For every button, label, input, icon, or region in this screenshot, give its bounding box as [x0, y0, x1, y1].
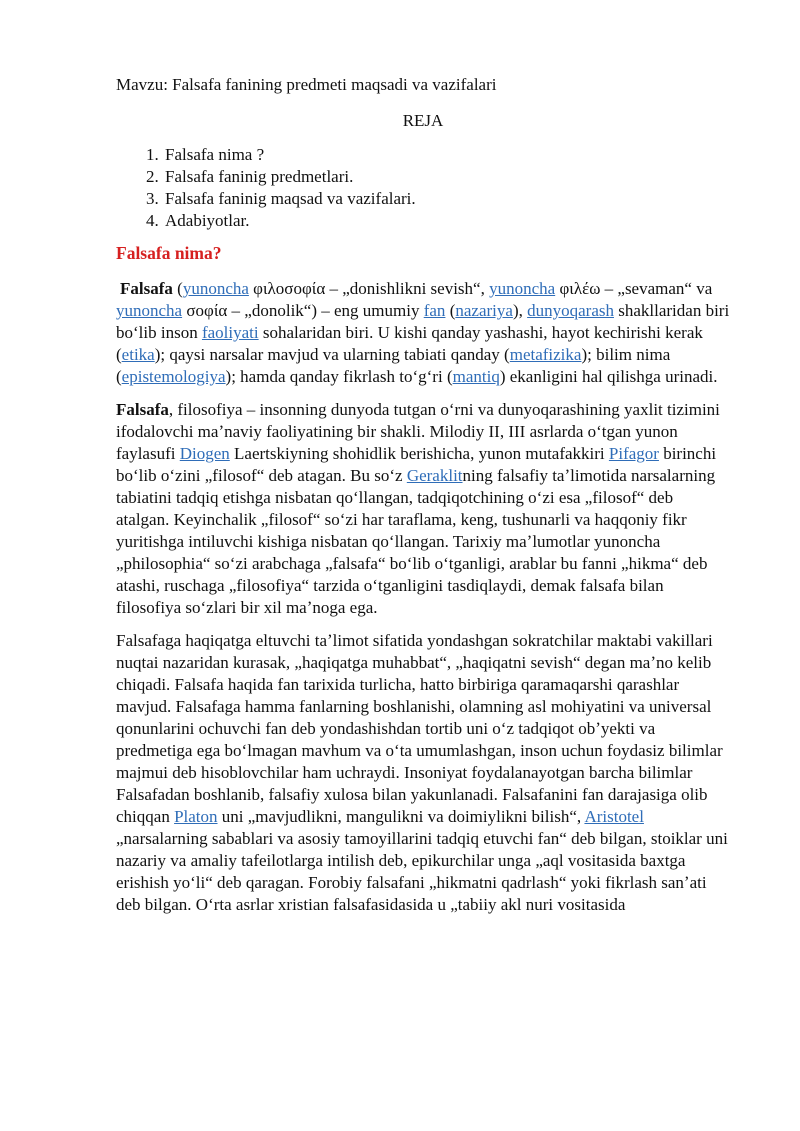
wiki-link[interactable]: nazariya — [455, 301, 513, 320]
text-run: ); qaysi narsalar mavjud va ularning tabiati qanday ( — [154, 345, 510, 364]
text-run: φιλέω – „sevaman“ va — [555, 279, 713, 298]
text-run: φιλοσοφία – „donishlikni sevish“, — [248, 279, 490, 298]
topic-line: Mavzu: Falsafa fanining predmeti maqsadi va vazifalari — [116, 75, 497, 94]
text-run: ); hamda qanday fikrlash toʻgʻri ( — [225, 367, 453, 386]
wiki-link[interactable]: mantiq — [452, 367, 500, 386]
text-run: ) ekanligini hal qilishga urinadi. — [499, 367, 718, 386]
wiki-link[interactable]: etika — [121, 345, 155, 364]
text-run: sohalaridan biri. U kishi qanday yashashi, hayot kechirishi kerak ( — [116, 323, 703, 364]
wiki-link[interactable]: Aristotel — [584, 807, 644, 826]
wiki-link[interactable]: yunoncha — [489, 279, 556, 298]
text-run: σοφία – „donolik“) – eng umumiy — [182, 301, 424, 320]
wiki-link[interactable]: Diogen — [179, 444, 230, 463]
text-run: ( — [172, 279, 183, 298]
plan-list — [116, 144, 730, 232]
wiki-link[interactable]: epistemologiya — [121, 367, 226, 386]
section-heading: Falsafa nima? — [116, 243, 222, 263]
wiki-link[interactable]: metafizika — [509, 345, 582, 364]
text-run: uni „mavjudlikni, mangulikni va doimiylikni bilish“, — [217, 807, 585, 826]
bold-term: Falsafa — [120, 279, 173, 298]
wiki-link[interactable]: dunyoqarash — [527, 301, 614, 320]
text-run: Laertskiyning shohidlik berishicha, yunon mutafakkiri — [229, 444, 609, 463]
plan-item: 4. Adabiyotlar. — [163, 210, 730, 232]
text-run: , filosofiya – insonning dunyoda tutgan oʻrni va dunyoqarashining yaxlit tizimini ifodalovchi maʼnaviy faoliyatining bir shakli. Milodiy II, III asrlarda oʻtgan yunon faylasufi — [116, 400, 720, 463]
wiki-link[interactable]: yunoncha — [182, 279, 249, 298]
plan-item: 1. Falsafa nima ? — [163, 144, 730, 166]
paragraph-views — [116, 630, 730, 916]
paragraph-definition — [116, 278, 730, 388]
text-run: „narsalarning sabablari va asosiy tamoyillarini tadqiq etuvchi fan“ deb bilgan, stoiklar uni nazariy va amaliy tafeilotlarga intilish deb, epikurchilar unga „aql vositasida baxtga erishish yoʻli“ deb qaragan. Forobiy falsafani „hikmatni qadrlash“ yoki fikrlash sanʼati deb bilgan. Oʻrta asrlar xristian falsafasidasida u „tabiiy akl nuri vositasida — [116, 829, 728, 914]
text-run: ); bilim nima ( — [116, 345, 671, 386]
wiki-link[interactable]: fan — [423, 301, 446, 320]
text-run: Falsafaga haqiqatga eltuvchi taʼlimot sifatida yondashgan sokratchilar maktabi vakillari nuqtai nazaridan kurasak, „haqiqatga muhabbat“, „haqiqatni sevish“ degan maʼno kelib chiqadi. Falsafa haqida fan tarixida turlicha, hatto birbiriga qaramaqarshi qarashlar mavjud. Falsafaga hamma fanlarning boshlanishi, olamning asl mohiyatini va universal qonunlarini ochuvchi fan deb yondashishdan tortib uni oʻz tadqiqot obʼyekti va predmetiga ega boʻlmagan mavhum va oʻta umumlashgan, inson uchun foydasiz bilimlar majmui deb hisoblovchilar ham uchraydi. Insoniyat foydalanayotgan barcha bilimlar Falsafadan boshlanib, falsafiy xulosa bilan yakunlanadi. Falsafanini fan darajasiga olib chiqqan — [116, 631, 723, 826]
paragraph-history — [116, 399, 730, 619]
text-run: shakllaridan biri boʻlib inson — [116, 301, 730, 342]
text-run: ning falsafiy taʼlimotida narsalarning tabiatini tadqiq etishga nisbatan qoʻllangan, tadqiqotchining oʻzi esa „filosof“ deb atalgan. Keyinchalik „filosof“ soʻzi har taraflama, keng, tushunarli va haqqoniy fikr yuritishga intiluvchi kishiga nisbatan qoʻllangan. Tarixiy maʼlumotlar yunoncha „philosophia“ soʻzi arabchaga „falsafa“ boʻlib oʻtganligi, arablar bu fanni „hikma“ deb atashi, ruschaga „filosofiya“ tarzida oʻtganligini tasdiqlaydi, demak falsafa bilan filosofiya soʻzlari bir xil maʼnoga ega. — [116, 466, 716, 617]
wiki-link[interactable]: Geraklit — [406, 466, 463, 485]
bold-term: Falsafa — [116, 400, 169, 419]
text-run: birinchi boʻlib oʻzini „filosof“ deb atagan. Bu soʻz — [116, 444, 717, 485]
text-run: ( — [445, 301, 456, 320]
plan-title: REJA — [402, 111, 444, 130]
wiki-link[interactable]: yunoncha — [116, 301, 183, 320]
wiki-link[interactable]: faoliyati — [201, 323, 259, 342]
wiki-link[interactable]: Platon — [174, 807, 218, 826]
text-run: ), — [512, 301, 528, 320]
wiki-link[interactable]: Pifagor — [608, 444, 659, 463]
plan-item: 2. Falsafa faninig predmetlari. — [163, 166, 730, 188]
plan-item: 3. Falsafa faninig maqsad va vazifalari. — [163, 188, 730, 210]
